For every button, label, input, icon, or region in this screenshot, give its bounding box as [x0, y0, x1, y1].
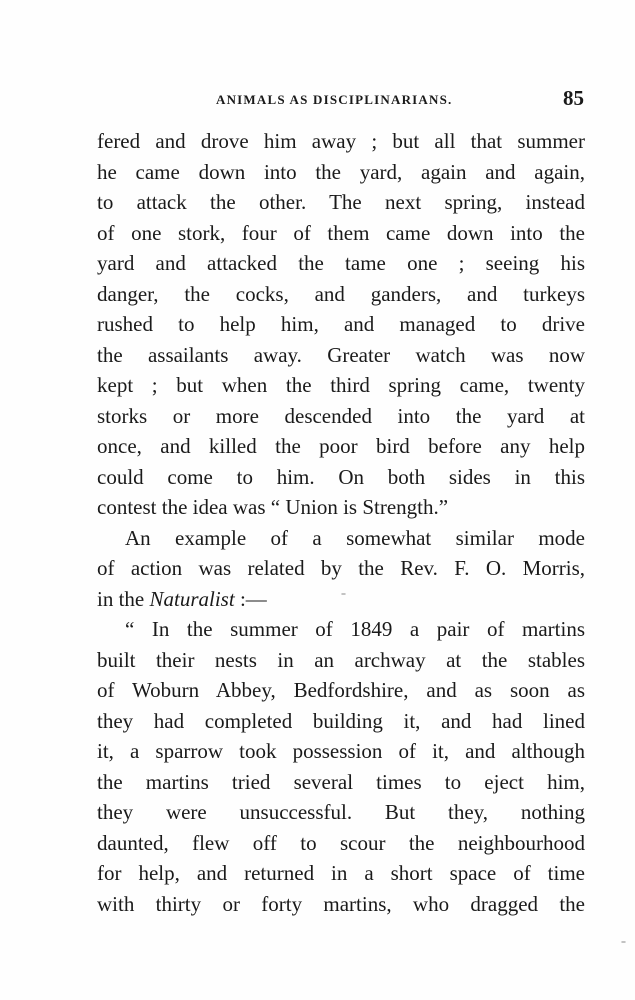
text-line: built their nests in an archway at the stables	[97, 647, 585, 672]
text-line: to attack the other. The next spring, instead	[97, 190, 585, 214]
text-line: they were unsuccessful. But they, nothing	[97, 800, 585, 824]
text-line: rushed to help him, and managed to drive	[97, 312, 585, 336]
body-text	[97, 126, 585, 919]
text-line: yard and attacked the tame one ; seeing his	[97, 251, 585, 275]
text-line: kept ; but when the third spring came, twenty	[97, 373, 585, 397]
text-line: he came down into the yard, again and again,	[97, 159, 585, 184]
text-line: the martins tried several times to eject him,	[97, 769, 585, 794]
text-line: danger, the cocks, and ganders, and turkeys	[97, 281, 585, 306]
print-speck: ˉ	[620, 940, 627, 956]
page-header	[96, 86, 586, 114]
text-line: of Woburn Abbey, Bedfordshire, and as soon as	[97, 678, 585, 702]
text-line: the assailants away. Greater watch was now	[97, 342, 585, 367]
text-line: it, a sparrow took possession of it, and although	[97, 739, 585, 763]
text-line: for help, and returned in a short space of time	[97, 861, 585, 885]
italic-title: Naturalist	[149, 586, 235, 611]
text-line: could come to him. On both sides in this	[97, 464, 585, 489]
text-fragment: in the	[97, 586, 150, 611]
text-line: of one stork, four of them came down into the	[97, 220, 585, 245]
page-number: 85	[563, 86, 584, 110]
running-head: ANIMALS AS DISCIPLINARIANS.	[216, 92, 453, 107]
text-line: An example of a somewhat similar mode	[125, 525, 585, 550]
text-line: “ In the summer of 1849 a pair of martins	[125, 617, 585, 641]
text-line: fered and drove him away ; but all that summer	[97, 129, 585, 153]
text-line: of action was related by the Rev. F. O. Morris,	[97, 556, 585, 580]
print-speck: ˉ	[340, 592, 347, 608]
text-line: contest the idea was “ Union is Strength.”	[97, 495, 449, 519]
text-line: they had completed building it, and had lined	[97, 708, 585, 733]
text-line: storks or more descended into the yard at	[97, 403, 585, 428]
text-line: once, and killed the poor bird before any help	[97, 434, 585, 458]
text-fragment: :—	[234, 586, 267, 611]
text-line: with thirty or forty martins, who dragged the	[97, 891, 585, 916]
text-line: daunted, flew off to scour the neighbourhood	[97, 830, 585, 855]
